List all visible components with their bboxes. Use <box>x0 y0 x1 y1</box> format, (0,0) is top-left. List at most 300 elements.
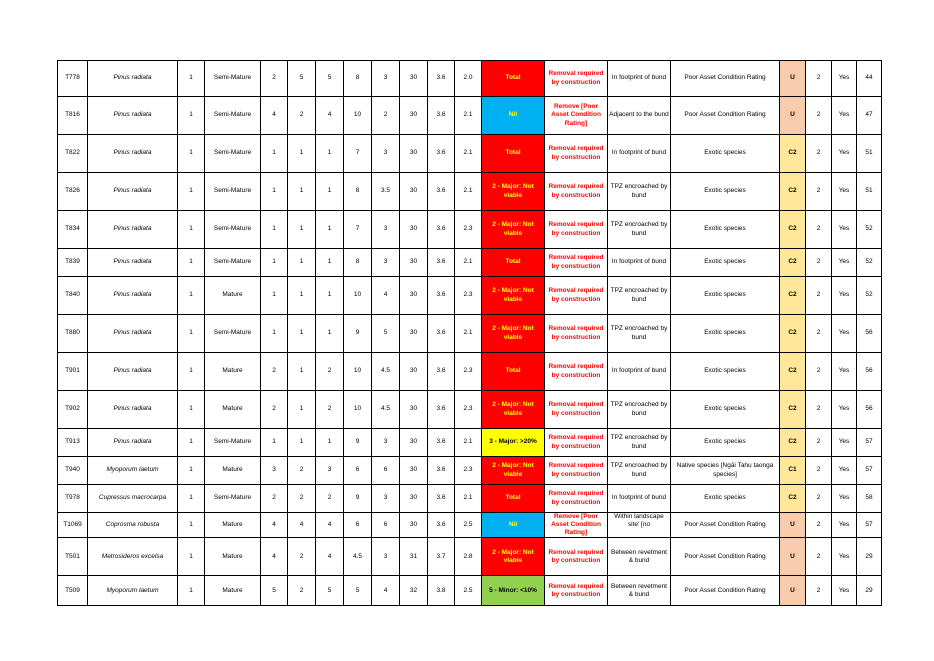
value-e-cell: 6 <box>372 513 400 538</box>
table-row <box>58 249 882 277</box>
value-a-cell: 4 <box>261 97 288 135</box>
value-e-cell: 3 <box>372 249 400 277</box>
page-ref-cell: 57 <box>857 457 882 485</box>
value-h-cell: 2.3 <box>455 457 482 485</box>
value-c-cell: 4 <box>316 513 344 538</box>
count-cell: 1 <box>178 97 205 135</box>
value-f-cell: 30 <box>400 135 428 173</box>
yes-cell: Yes <box>832 391 857 429</box>
priority-cell: 2 <box>806 485 832 513</box>
action-cell: Removal required by construction <box>545 576 608 606</box>
value-f-cell: 30 <box>400 457 428 485</box>
value-c-cell: 1 <box>316 135 344 173</box>
age-class-cell: Semi-Mature <box>205 485 261 513</box>
value-h-cell: 2.3 <box>455 391 482 429</box>
impact-cell: 2 - Major: Not viable <box>482 315 545 353</box>
value-b-cell: 5 <box>288 61 316 97</box>
page-ref-cell: 57 <box>857 429 882 457</box>
species-cell: Metrosideros excelsa <box>88 538 178 576</box>
table-row <box>58 353 882 391</box>
age-class-cell: Semi-Mature <box>205 429 261 457</box>
value-e-cell: 3 <box>372 61 400 97</box>
value-b-cell: 1 <box>288 353 316 391</box>
reason-cell: In footprint of bund <box>608 61 671 97</box>
value-b-cell: 1 <box>288 135 316 173</box>
value-g-cell: 3.6 <box>428 135 455 173</box>
species-cell: Pinus radiata <box>88 315 178 353</box>
reason-cell: TPZ encroached by bund <box>608 457 671 485</box>
table-row <box>58 211 882 249</box>
category-cell: C2 <box>780 485 806 513</box>
value-b-cell: 2 <box>288 457 316 485</box>
tree-id-cell: T822 <box>58 135 88 173</box>
priority-cell: 2 <box>806 429 832 457</box>
impact-cell: Nil <box>482 513 545 538</box>
age-class-cell: Semi-Mature <box>205 249 261 277</box>
impact-cell: Total <box>482 353 545 391</box>
age-class-cell: Semi-Mature <box>205 61 261 97</box>
category-cell: C2 <box>780 277 806 315</box>
action-cell: Removal required by construction <box>545 485 608 513</box>
value-d-cell: 9 <box>344 315 372 353</box>
value-f-cell: 30 <box>400 429 428 457</box>
yes-cell: Yes <box>832 173 857 211</box>
page-ref-cell: 51 <box>857 173 882 211</box>
action-cell: Removal required by construction <box>545 353 608 391</box>
priority-cell: 2 <box>806 211 832 249</box>
value-a-cell: 4 <box>261 513 288 538</box>
value-e-cell: 4.5 <box>372 391 400 429</box>
table-row <box>58 391 882 429</box>
value-h-cell: 2.3 <box>455 277 482 315</box>
value-b-cell: 1 <box>288 429 316 457</box>
page-ref-cell: 57 <box>857 513 882 538</box>
value-b-cell: 1 <box>288 315 316 353</box>
priority-cell: 2 <box>806 61 832 97</box>
reason-cell: TPZ encroached by bund <box>608 391 671 429</box>
count-cell: 1 <box>178 457 205 485</box>
value-f-cell: 30 <box>400 97 428 135</box>
value-d-cell: 7 <box>344 135 372 173</box>
category-cell: U <box>780 538 806 576</box>
priority-cell: 2 <box>806 353 832 391</box>
value-h-cell: 2.1 <box>455 485 482 513</box>
value-d-cell: 10 <box>344 353 372 391</box>
value-b-cell: 2 <box>288 538 316 576</box>
value-g-cell: 3.6 <box>428 353 455 391</box>
yes-cell: Yes <box>832 576 857 606</box>
value-a-cell: 2 <box>261 391 288 429</box>
value-c-cell: 1 <box>316 211 344 249</box>
yes-cell: Yes <box>832 277 857 315</box>
value-a-cell: 5 <box>261 576 288 606</box>
value-b-cell: 2 <box>288 97 316 135</box>
value-h-cell: 2.1 <box>455 173 482 211</box>
value-d-cell: 6 <box>344 513 372 538</box>
yes-cell: Yes <box>832 211 857 249</box>
count-cell: 1 <box>178 513 205 538</box>
value-h-cell: 2.1 <box>455 315 482 353</box>
priority-cell: 2 <box>806 97 832 135</box>
tree-id-cell: T816 <box>58 97 88 135</box>
value-g-cell: 3.8 <box>428 576 455 606</box>
yes-cell: Yes <box>832 485 857 513</box>
value-e-cell: 3 <box>372 135 400 173</box>
value-b-cell: 2 <box>288 576 316 606</box>
count-cell: 1 <box>178 135 205 173</box>
value-g-cell: 3.6 <box>428 513 455 538</box>
tree-id-cell: T940 <box>58 457 88 485</box>
condition-cell: Exotic species <box>671 485 780 513</box>
category-cell: U <box>780 576 806 606</box>
reason-cell: In footprint of bund <box>608 485 671 513</box>
value-c-cell: 2 <box>316 485 344 513</box>
value-g-cell: 3.6 <box>428 277 455 315</box>
reason-cell: TPZ encroached by bund <box>608 173 671 211</box>
impact-cell: 2 - Major: Not viable <box>482 391 545 429</box>
action-cell: Removal required by construction <box>545 457 608 485</box>
condition-cell: Exotic species <box>671 353 780 391</box>
value-g-cell: 3.6 <box>428 61 455 97</box>
value-e-cell: 3 <box>372 429 400 457</box>
value-d-cell: 9 <box>344 429 372 457</box>
condition-cell: Poor Asset Condition Rating <box>671 538 780 576</box>
value-b-cell: 1 <box>288 391 316 429</box>
value-a-cell: 3 <box>261 457 288 485</box>
category-cell: C2 <box>780 353 806 391</box>
value-g-cell: 3.6 <box>428 315 455 353</box>
tree-id-cell: T509 <box>58 576 88 606</box>
value-c-cell: 1 <box>316 277 344 315</box>
reason-cell: Within landscape site' [no <box>608 513 671 538</box>
tree-id-cell: T839 <box>58 249 88 277</box>
species-cell: Pinus radiata <box>88 135 178 173</box>
value-d-cell: 4.5 <box>344 538 372 576</box>
value-b-cell: 1 <box>288 211 316 249</box>
value-f-cell: 30 <box>400 315 428 353</box>
table-row <box>58 97 882 135</box>
value-b-cell: 1 <box>288 277 316 315</box>
value-h-cell: 2.5 <box>455 576 482 606</box>
tree-id-cell: T901 <box>58 353 88 391</box>
table-row <box>58 277 882 315</box>
yes-cell: Yes <box>832 513 857 538</box>
value-c-cell: 5 <box>316 61 344 97</box>
impact-cell: Total <box>482 61 545 97</box>
value-c-cell: 1 <box>316 173 344 211</box>
value-h-cell: 2.5 <box>455 513 482 538</box>
value-f-cell: 31 <box>400 538 428 576</box>
value-f-cell: 30 <box>400 391 428 429</box>
value-c-cell: 2 <box>316 353 344 391</box>
value-c-cell: 4 <box>316 97 344 135</box>
table-row <box>58 576 882 606</box>
reason-cell: TPZ encroached by bund <box>608 315 671 353</box>
species-cell: Pinus radiata <box>88 97 178 135</box>
condition-cell: Exotic species <box>671 315 780 353</box>
age-class-cell: Mature <box>205 353 261 391</box>
value-e-cell: 3 <box>372 485 400 513</box>
action-cell: Removal required by construction <box>545 538 608 576</box>
age-class-cell: Semi-Mature <box>205 173 261 211</box>
value-c-cell: 2 <box>316 391 344 429</box>
age-class-cell: Mature <box>205 457 261 485</box>
yes-cell: Yes <box>832 61 857 97</box>
value-g-cell: 3.6 <box>428 211 455 249</box>
value-d-cell: 7 <box>344 211 372 249</box>
impact-cell: 2 - Major: Not viable <box>482 538 545 576</box>
category-cell: C2 <box>780 211 806 249</box>
tree-id-cell: T880 <box>58 315 88 353</box>
page-ref-cell: 29 <box>857 538 882 576</box>
count-cell: 1 <box>178 576 205 606</box>
reason-cell: TPZ encroached by bund <box>608 429 671 457</box>
tree-id-cell: T978 <box>58 485 88 513</box>
value-e-cell: 3.5 <box>372 173 400 211</box>
count-cell: 1 <box>178 485 205 513</box>
impact-cell: 2 - Major: Not viable <box>482 277 545 315</box>
condition-cell: Native species [Ngāi Tahu taonga species] <box>671 457 780 485</box>
value-h-cell: 2.1 <box>455 135 482 173</box>
category-cell: C2 <box>780 429 806 457</box>
impact-cell: 5 - Minor: <10% <box>482 576 545 606</box>
condition-cell: Poor Asset Condition Rating <box>671 576 780 606</box>
value-h-cell: 2.8 <box>455 538 482 576</box>
value-f-cell: 30 <box>400 277 428 315</box>
value-f-cell: 30 <box>400 61 428 97</box>
action-cell: Removal required by construction <box>545 429 608 457</box>
category-cell: C2 <box>780 173 806 211</box>
count-cell: 1 <box>178 173 205 211</box>
condition-cell: Exotic species <box>671 249 780 277</box>
reason-cell: Between revetment & bund <box>608 576 671 606</box>
value-g-cell: 3.6 <box>428 173 455 211</box>
reason-cell: TPZ encroached by bund <box>608 277 671 315</box>
condition-cell: Exotic species <box>671 211 780 249</box>
value-d-cell: 10 <box>344 391 372 429</box>
page-ref-cell: 56 <box>857 315 882 353</box>
impact-cell: Nil <box>482 97 545 135</box>
value-d-cell: 9 <box>344 485 372 513</box>
value-d-cell: 10 <box>344 277 372 315</box>
table-body <box>58 61 882 606</box>
impact-cell: 2 - Major: Not viable <box>482 457 545 485</box>
value-g-cell: 3.6 <box>428 249 455 277</box>
value-c-cell: 1 <box>316 429 344 457</box>
action-cell: Remove [Poor Asset Condition Rating] <box>545 513 608 538</box>
species-cell: Pinus radiata <box>88 429 178 457</box>
category-cell: C2 <box>780 315 806 353</box>
value-d-cell: 6 <box>344 457 372 485</box>
species-cell: Pinus radiata <box>88 277 178 315</box>
reason-cell: In footprint of bund <box>608 135 671 173</box>
value-a-cell: 4 <box>261 538 288 576</box>
value-h-cell: 2.1 <box>455 429 482 457</box>
yes-cell: Yes <box>832 429 857 457</box>
value-c-cell: 3 <box>316 457 344 485</box>
category-cell: C2 <box>780 249 806 277</box>
yes-cell: Yes <box>832 353 857 391</box>
impact-cell: 3 - Major: >20% <box>482 429 545 457</box>
value-e-cell: 4 <box>372 576 400 606</box>
table-row <box>58 513 882 538</box>
value-f-cell: 30 <box>400 211 428 249</box>
species-cell: Myoporum laetum <box>88 457 178 485</box>
condition-cell: Exotic species <box>671 391 780 429</box>
category-cell: U <box>780 97 806 135</box>
value-d-cell: 10 <box>344 97 372 135</box>
value-h-cell: 2.1 <box>455 97 482 135</box>
reason-cell: In footprint of bund <box>608 249 671 277</box>
value-h-cell: 2.1 <box>455 249 482 277</box>
impact-cell: 2 - Major: Not viable <box>482 211 545 249</box>
species-cell: Coprosma robusta <box>88 513 178 538</box>
value-g-cell: 3.6 <box>428 457 455 485</box>
category-cell: C1 <box>780 457 806 485</box>
value-e-cell: 3 <box>372 538 400 576</box>
value-g-cell: 3.7 <box>428 538 455 576</box>
action-cell: Removal required by construction <box>545 61 608 97</box>
priority-cell: 2 <box>806 576 832 606</box>
species-cell: Myoporum laetum <box>88 576 178 606</box>
age-class-cell: Mature <box>205 277 261 315</box>
condition-cell: Exotic species <box>671 135 780 173</box>
condition-cell: Exotic species <box>671 429 780 457</box>
value-h-cell: 2.0 <box>455 61 482 97</box>
priority-cell: 2 <box>806 249 832 277</box>
priority-cell: 2 <box>806 513 832 538</box>
value-f-cell: 30 <box>400 513 428 538</box>
value-d-cell: 8 <box>344 173 372 211</box>
count-cell: 1 <box>178 315 205 353</box>
value-c-cell: 1 <box>316 249 344 277</box>
table-row <box>58 173 882 211</box>
value-b-cell: 1 <box>288 173 316 211</box>
priority-cell: 2 <box>806 277 832 315</box>
action-cell: Removal required by construction <box>545 391 608 429</box>
priority-cell: 2 <box>806 315 832 353</box>
value-a-cell: 1 <box>261 211 288 249</box>
yes-cell: Yes <box>832 315 857 353</box>
value-g-cell: 3.6 <box>428 429 455 457</box>
table-row <box>58 429 882 457</box>
condition-cell: Exotic species <box>671 277 780 315</box>
age-class-cell: Mature <box>205 513 261 538</box>
reason-cell: Adjacent to the bund <box>608 97 671 135</box>
value-f-cell: 30 <box>400 249 428 277</box>
tree-id-cell: T778 <box>58 61 88 97</box>
age-class-cell: Semi-Mature <box>205 315 261 353</box>
page-ref-cell: 56 <box>857 353 882 391</box>
value-f-cell: 30 <box>400 353 428 391</box>
page-ref-cell: 52 <box>857 277 882 315</box>
count-cell: 1 <box>178 249 205 277</box>
reason-cell: In footprint of bund <box>608 353 671 391</box>
tree-id-cell: T840 <box>58 277 88 315</box>
value-b-cell: 4 <box>288 513 316 538</box>
impact-cell: Total <box>482 249 545 277</box>
species-cell: Pinus radiata <box>88 353 178 391</box>
value-a-cell: 1 <box>261 249 288 277</box>
page-ref-cell: 47 <box>857 97 882 135</box>
tree-id-cell: T913 <box>58 429 88 457</box>
yes-cell: Yes <box>832 249 857 277</box>
page-ref-cell: 51 <box>857 135 882 173</box>
value-b-cell: 1 <box>288 249 316 277</box>
value-a-cell: 2 <box>261 353 288 391</box>
impact-cell: 2 - Major: Not viable <box>482 173 545 211</box>
priority-cell: 2 <box>806 457 832 485</box>
count-cell: 1 <box>178 211 205 249</box>
age-class-cell: Mature <box>205 538 261 576</box>
table-row <box>58 315 882 353</box>
priority-cell: 2 <box>806 135 832 173</box>
value-h-cell: 2.3 <box>455 353 482 391</box>
category-cell: C2 <box>780 391 806 429</box>
action-cell: Removal required by construction <box>545 315 608 353</box>
species-cell: Pinus radiata <box>88 249 178 277</box>
value-e-cell: 4 <box>372 277 400 315</box>
impact-cell: Total <box>482 485 545 513</box>
yes-cell: Yes <box>832 97 857 135</box>
value-g-cell: 3.6 <box>428 97 455 135</box>
count-cell: 1 <box>178 61 205 97</box>
category-cell: U <box>780 513 806 538</box>
tree-id-cell: T834 <box>58 211 88 249</box>
page-ref-cell: 52 <box>857 249 882 277</box>
reason-cell: Between revetment & bund <box>608 538 671 576</box>
table-row <box>58 538 882 576</box>
count-cell: 1 <box>178 277 205 315</box>
action-cell: Remove [Poor Asset Condition Rating] <box>545 97 608 135</box>
table-row <box>58 135 882 173</box>
yes-cell: Yes <box>832 457 857 485</box>
category-cell: U <box>780 61 806 97</box>
reason-cell: TPZ encroached by bund <box>608 211 671 249</box>
value-c-cell: 4 <box>316 538 344 576</box>
value-d-cell: 5 <box>344 576 372 606</box>
action-cell: Removal required by construction <box>545 135 608 173</box>
tree-id-cell: T1069 <box>58 513 88 538</box>
condition-cell: Exotic species <box>671 173 780 211</box>
age-class-cell: Mature <box>205 576 261 606</box>
value-g-cell: 3.6 <box>428 485 455 513</box>
category-cell: C2 <box>780 135 806 173</box>
value-a-cell: 1 <box>261 429 288 457</box>
page-ref-cell: 29 <box>857 576 882 606</box>
condition-cell: Poor Asset Condition Rating <box>671 61 780 97</box>
value-a-cell: 1 <box>261 173 288 211</box>
impact-cell: Total <box>482 135 545 173</box>
count-cell: 1 <box>178 353 205 391</box>
priority-cell: 2 <box>806 538 832 576</box>
value-f-cell: 32 <box>400 576 428 606</box>
value-h-cell: 2.3 <box>455 211 482 249</box>
tree-assessment-table <box>57 60 882 606</box>
page-ref-cell: 44 <box>857 61 882 97</box>
table-row <box>58 457 882 485</box>
value-a-cell: 2 <box>261 61 288 97</box>
age-class-cell: Semi-Mature <box>205 211 261 249</box>
table-row <box>58 61 882 97</box>
species-cell: Pinus radiata <box>88 391 178 429</box>
value-d-cell: 8 <box>344 249 372 277</box>
condition-cell: Poor Asset Condition Rating <box>671 97 780 135</box>
age-class-cell: Mature <box>205 391 261 429</box>
value-a-cell: 1 <box>261 135 288 173</box>
tree-id-cell: T501 <box>58 538 88 576</box>
value-a-cell: 1 <box>261 315 288 353</box>
